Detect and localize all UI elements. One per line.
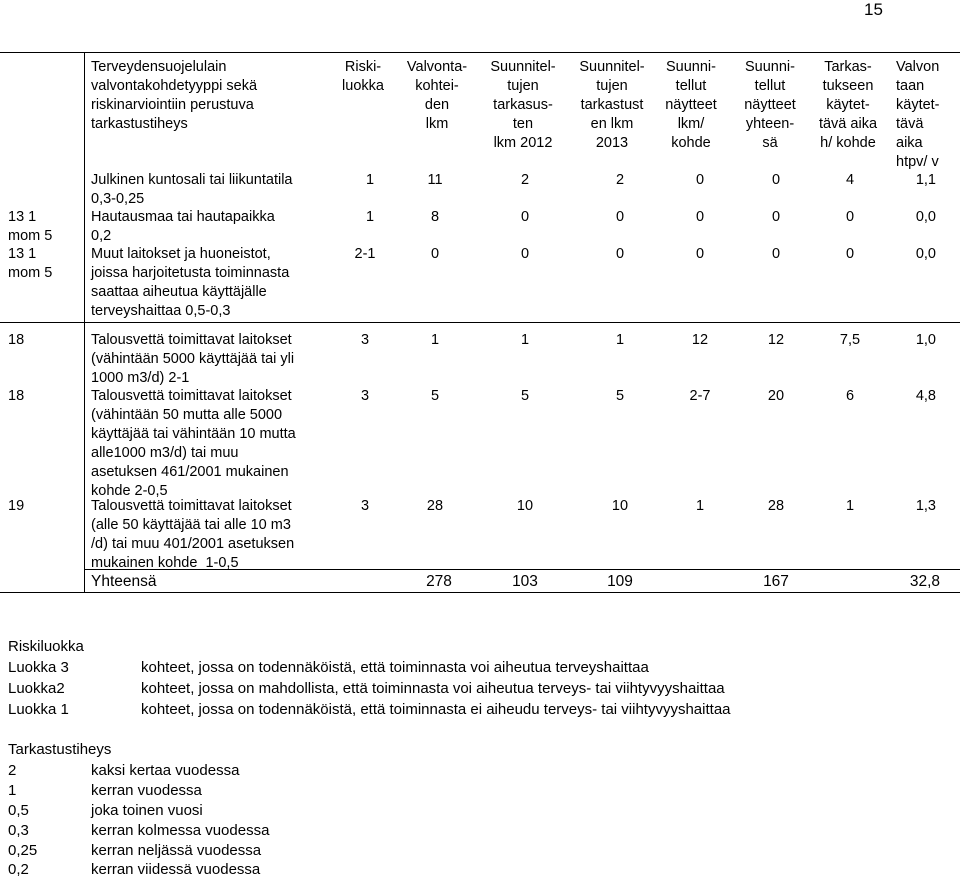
header-col-4: Suunnitel- tujen tarkastust en lkm 2013 <box>579 59 645 151</box>
riskiluokka-text: kohteet, jossa on todennäköistä, että toiminnasta voi aiheutua terveyshaittaa <box>141 659 649 676</box>
riskiluokka-key: Luokka 3 <box>8 659 69 676</box>
row-value: 0 <box>845 246 855 262</box>
tarkastustiheys-text: kerran vuodessa <box>91 782 202 799</box>
tarkastustiheys-key: 0,2 <box>8 861 29 878</box>
row-value: 28 <box>426 498 444 514</box>
row-value: 2 <box>520 172 530 188</box>
tarkastustiheys-key: 0,5 <box>8 802 29 819</box>
row-value: 8 <box>430 209 440 225</box>
row-value: 1,0 <box>915 332 936 348</box>
row-code: 13 1 mom 5 <box>8 209 53 244</box>
row-code: 18 <box>8 332 25 348</box>
tarkastustiheys-key: 0,25 <box>8 842 38 859</box>
row-label: Talousvettä toimittavat laitokset (vähintään 5000 käyttäjää tai yli 1000 m3/d) 2-1 <box>91 332 295 386</box>
row-value: 1,1 <box>915 172 936 188</box>
row-value: 0 <box>771 209 781 225</box>
row-value: 1 <box>430 332 440 348</box>
total-value: 109 <box>607 573 633 590</box>
header-col-3: Suunnitel- tujen tarkasus- ten lkm 2012 <box>490 59 556 151</box>
row-value: 0,0 <box>915 246 936 262</box>
row-value: 1 <box>365 172 375 188</box>
tarkastustiheys-key: 2 <box>8 762 17 779</box>
row-value: 0 <box>520 209 530 225</box>
row-value: 1 <box>365 209 375 225</box>
total-value: 167 <box>763 573 789 590</box>
row-value: 10 <box>516 498 534 514</box>
tarkastustiheys-key: 0,3 <box>8 822 29 839</box>
row-value: 0 <box>695 246 705 262</box>
tarkastustiheys-title: Tarkastustiheys <box>8 741 112 758</box>
row-value: 12 <box>691 332 709 348</box>
row-value: 5 <box>520 388 530 404</box>
total-value: 32,8 <box>909 573 940 590</box>
tarkastustiheys-text: kerran neljässä vuodessa <box>91 842 262 859</box>
row-value: 12 <box>767 332 785 348</box>
row-value: 3 <box>360 498 370 514</box>
header-col-1: Riski- luokka <box>342 59 384 94</box>
header-col-7: Tarkas- tukseen käytet- tävä aika h/ kohde <box>818 59 878 151</box>
row-value: 0 <box>430 246 440 262</box>
row-code: 18 <box>8 388 25 404</box>
row-value: 7,5 <box>839 332 861 348</box>
row-value: 2 <box>615 172 625 188</box>
row-value: 0 <box>615 246 625 262</box>
row-value: 2-7 <box>689 388 711 404</box>
row-label: Muut laitokset ja huoneistot, joissa harjoitetusta toiminnasta saattaa aiheutua käyttäjälle terveyshaittaa 0,5-0,3 <box>91 246 290 319</box>
riskiluokka-text: kohteet, jossa on mahdollista, että toiminnasta voi aiheutua terveys- tai viihtyvyyshaittaa <box>141 680 725 697</box>
row-value: 3 <box>360 332 370 348</box>
row-value: 2-1 <box>354 246 376 262</box>
header-row-label: Terveydensuojelulain valvontakohdetyyppi sekä riskinarviointiin perustuva tarkastustiheys <box>91 59 258 132</box>
row-value: 0 <box>771 172 781 188</box>
header-col-5: Suunni- tellut näytteet lkm/ kohde <box>665 59 717 151</box>
row-value: 0,0 <box>915 209 936 225</box>
row-label: Talousvettä toimittavat laitokset (vähintään 50 mutta alle 5000 käyttäjää tai vähintään 10 mutta alle1000 m3/d) tai muu asetuksen 461/2001 mukainen kohde 2-0,5 <box>91 388 296 499</box>
row-value: 1 <box>615 332 625 348</box>
table-bottom-border <box>0 592 960 593</box>
riskiluokka-title: Riskiluokka <box>8 638 84 655</box>
total-value: 103 <box>512 573 538 590</box>
table-block-separator <box>0 322 960 323</box>
tarkastustiheys-text: kaksi kertaa vuodessa <box>91 762 240 779</box>
row-value: 1 <box>520 332 530 348</box>
row-value: 0 <box>845 209 855 225</box>
row-value: 10 <box>611 498 629 514</box>
header-col-6: Suunni- tellut näytteet yhteen- sä <box>744 59 796 151</box>
header-col-8: Valvon taan käytet- tävä aika htpv/ v <box>896 59 940 170</box>
row-value: 6 <box>845 388 855 404</box>
riskiluokka-key: Luokka2 <box>8 680 65 697</box>
row-value: 4,8 <box>915 388 936 404</box>
row-value: 0 <box>771 246 781 262</box>
row-value: 28 <box>767 498 785 514</box>
tarkastustiheys-text: kerran viidessä vuodessa <box>91 861 261 878</box>
row-value: 4 <box>845 172 855 188</box>
row-label: Hautausmaa tai hautapaikka 0,2 <box>91 209 275 244</box>
row-value: 1 <box>845 498 855 514</box>
row-code: 13 1 mom 5 <box>8 246 53 281</box>
tarkastustiheys-key: 1 <box>8 782 17 799</box>
page-number: 15 <box>864 0 883 19</box>
row-value: 11 <box>427 172 443 188</box>
row-value: 5 <box>615 388 625 404</box>
row-label: Talousvettä toimittavat laitokset (alle 50 käyttäjää tai alle 10 m3 /d) tai muu 401/2001 asetuksen mukainen kohde 1-0,5 <box>91 498 295 571</box>
header-col-2: Valvonta- kohtei- den lkm <box>406 59 468 132</box>
total-label: Yhteensä <box>91 573 157 590</box>
row-value: 3 <box>360 388 370 404</box>
row-value: 0 <box>520 246 530 262</box>
row-code: 19 <box>8 498 25 514</box>
total-value: 278 <box>426 573 452 590</box>
tarkastustiheys-text: joka toinen vuosi <box>91 802 203 819</box>
row-value: 0 <box>615 209 625 225</box>
row-value: 0 <box>695 172 705 188</box>
row-label: Julkinen kuntosali tai liikuntatila 0,3-0,25 <box>91 172 293 207</box>
table-top-border <box>0 52 960 53</box>
row-value: 0 <box>695 209 705 225</box>
row-value: 5 <box>430 388 440 404</box>
row-value: 20 <box>767 388 785 404</box>
row-value: 1,3 <box>915 498 936 514</box>
riskiluokka-text: kohteet, jossa on todennäköistä, että toiminnasta ei aiheudu terveys- tai viihtyvyyshaittaa <box>141 701 731 718</box>
tarkastustiheys-text: kerran kolmessa vuodessa <box>91 822 270 839</box>
riskiluokka-key: Luokka 1 <box>8 701 69 718</box>
row-value: 1 <box>695 498 705 514</box>
